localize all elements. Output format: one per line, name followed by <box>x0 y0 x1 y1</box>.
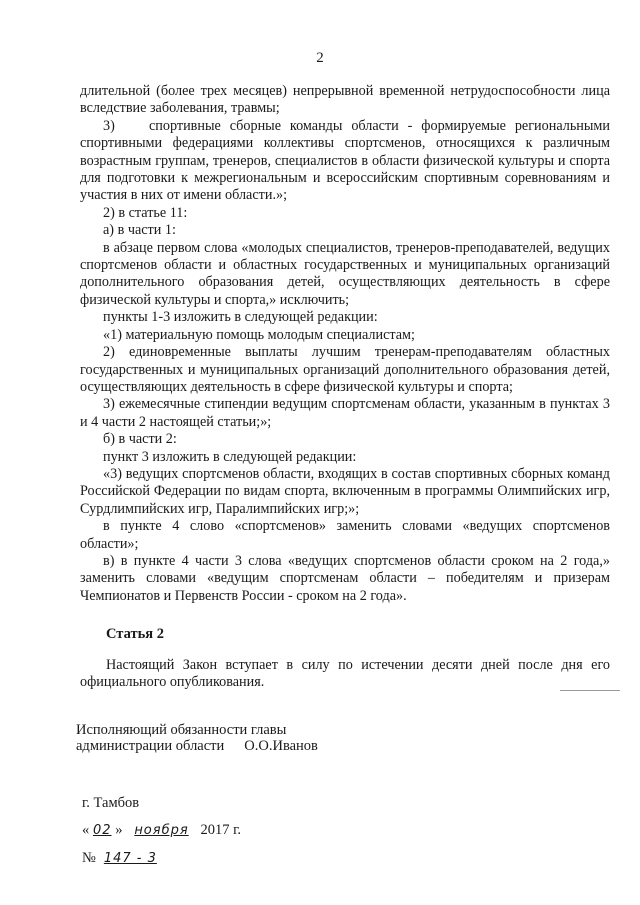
paragraph: в абзаце первом слова «молодых специалистов, тренеров-преподавателей, ведущих спортсменов области и областных государственных и муниципальных организаций дополнительного образования детей, осуществляющих деятельность в сфере физической культуры и спорта,» исключить; <box>80 239 610 308</box>
number-sign: № <box>82 850 96 866</box>
registration-value: 147 - 3 <box>103 851 157 866</box>
paragraph: 2) единовременные выплаты лучшим тренерам-преподавателям областных государственных и муниципальных организаций дополнительного образования детей, осуществляющих деятельность в сфере физической культуры и спорта; <box>80 344 610 395</box>
date-close-quote: » <box>115 822 123 838</box>
article-heading: Статья 2 <box>106 626 164 642</box>
paragraph: пункт 3 изложить в следующей редакции: <box>103 448 357 465</box>
paragraph-continuation: длительной (более трех месяцев) непрерывной временной нетрудоспособности лица вследствие заболевания, травмы; <box>80 83 610 117</box>
final-paragraph: Настоящий Закон вступает в силу по истечении десяти дней после дня его официального опубликования. <box>80 657 610 691</box>
paragraph: в) в пункте 4 части 3 слова «ведущих спортсменов области сроком на 2 года,» заменить словами «ведущим спортсменам области – победителям и призерам Чемпионатов и Первенств России - сроком на 2 года». <box>80 552 610 604</box>
signature-title-line1: Исполняющий обязанности главы <box>76 722 287 738</box>
document-body <box>80 83 610 605</box>
paragraph: 3) ежемесячные стипендии ведущим спортсменам области, указанным в пунктах 3 и 4 части 2 настоящей статьи;»; <box>80 396 610 430</box>
paragraph: в пункте 4 слово «спортсменов» заменить словами «ведущих спортсменов области»; <box>80 518 610 552</box>
paragraph: «1) материальную помощь молодым специалистам; <box>103 326 415 343</box>
paragraph-item-3 <box>80 118 610 205</box>
city: г. Тамбов <box>82 795 140 811</box>
paragraph: а) в части 1: <box>103 222 176 239</box>
date-open-quote: « <box>82 822 90 838</box>
date-day: 02 <box>92 823 112 838</box>
signature-title-line2: администрации области <box>76 738 225 754</box>
pen-stroke <box>560 690 620 691</box>
signatory-name: О.О.Иванов <box>244 738 318 754</box>
item-number: 3) <box>103 117 115 134</box>
page-number: 2 <box>316 50 324 66</box>
date-year: 2017 г. <box>200 822 242 838</box>
paragraph: «3) ведущих спортсменов области, входящих в состав спортивных сборных команд Российской Федерации по видам спорта, включенным в программы Олимпийских игр, Сурдлимпийских игр, Паралимпийских игр;»; <box>80 465 610 517</box>
item-text: спортивные сборные команды области - формируемые региональными спортивными федерациями коллективы спортсменов, относящихся к различным возрастным группам, тренеров, специалистов в области физической культуры и спорта для подготовки к межрегиональным и всероссийским спортивным соревнованиям и участия в них от имени области.»; <box>80 117 610 204</box>
paragraph: пункты 1-3 изложить в следующей редакции: <box>103 309 378 326</box>
paragraph: 2) в статье 11: <box>103 204 188 221</box>
date-month: ноября <box>134 823 189 838</box>
paragraph: б) в части 2: <box>103 431 177 448</box>
registration-number <box>82 850 164 867</box>
signature-block <box>76 722 318 754</box>
document-date <box>82 822 241 839</box>
